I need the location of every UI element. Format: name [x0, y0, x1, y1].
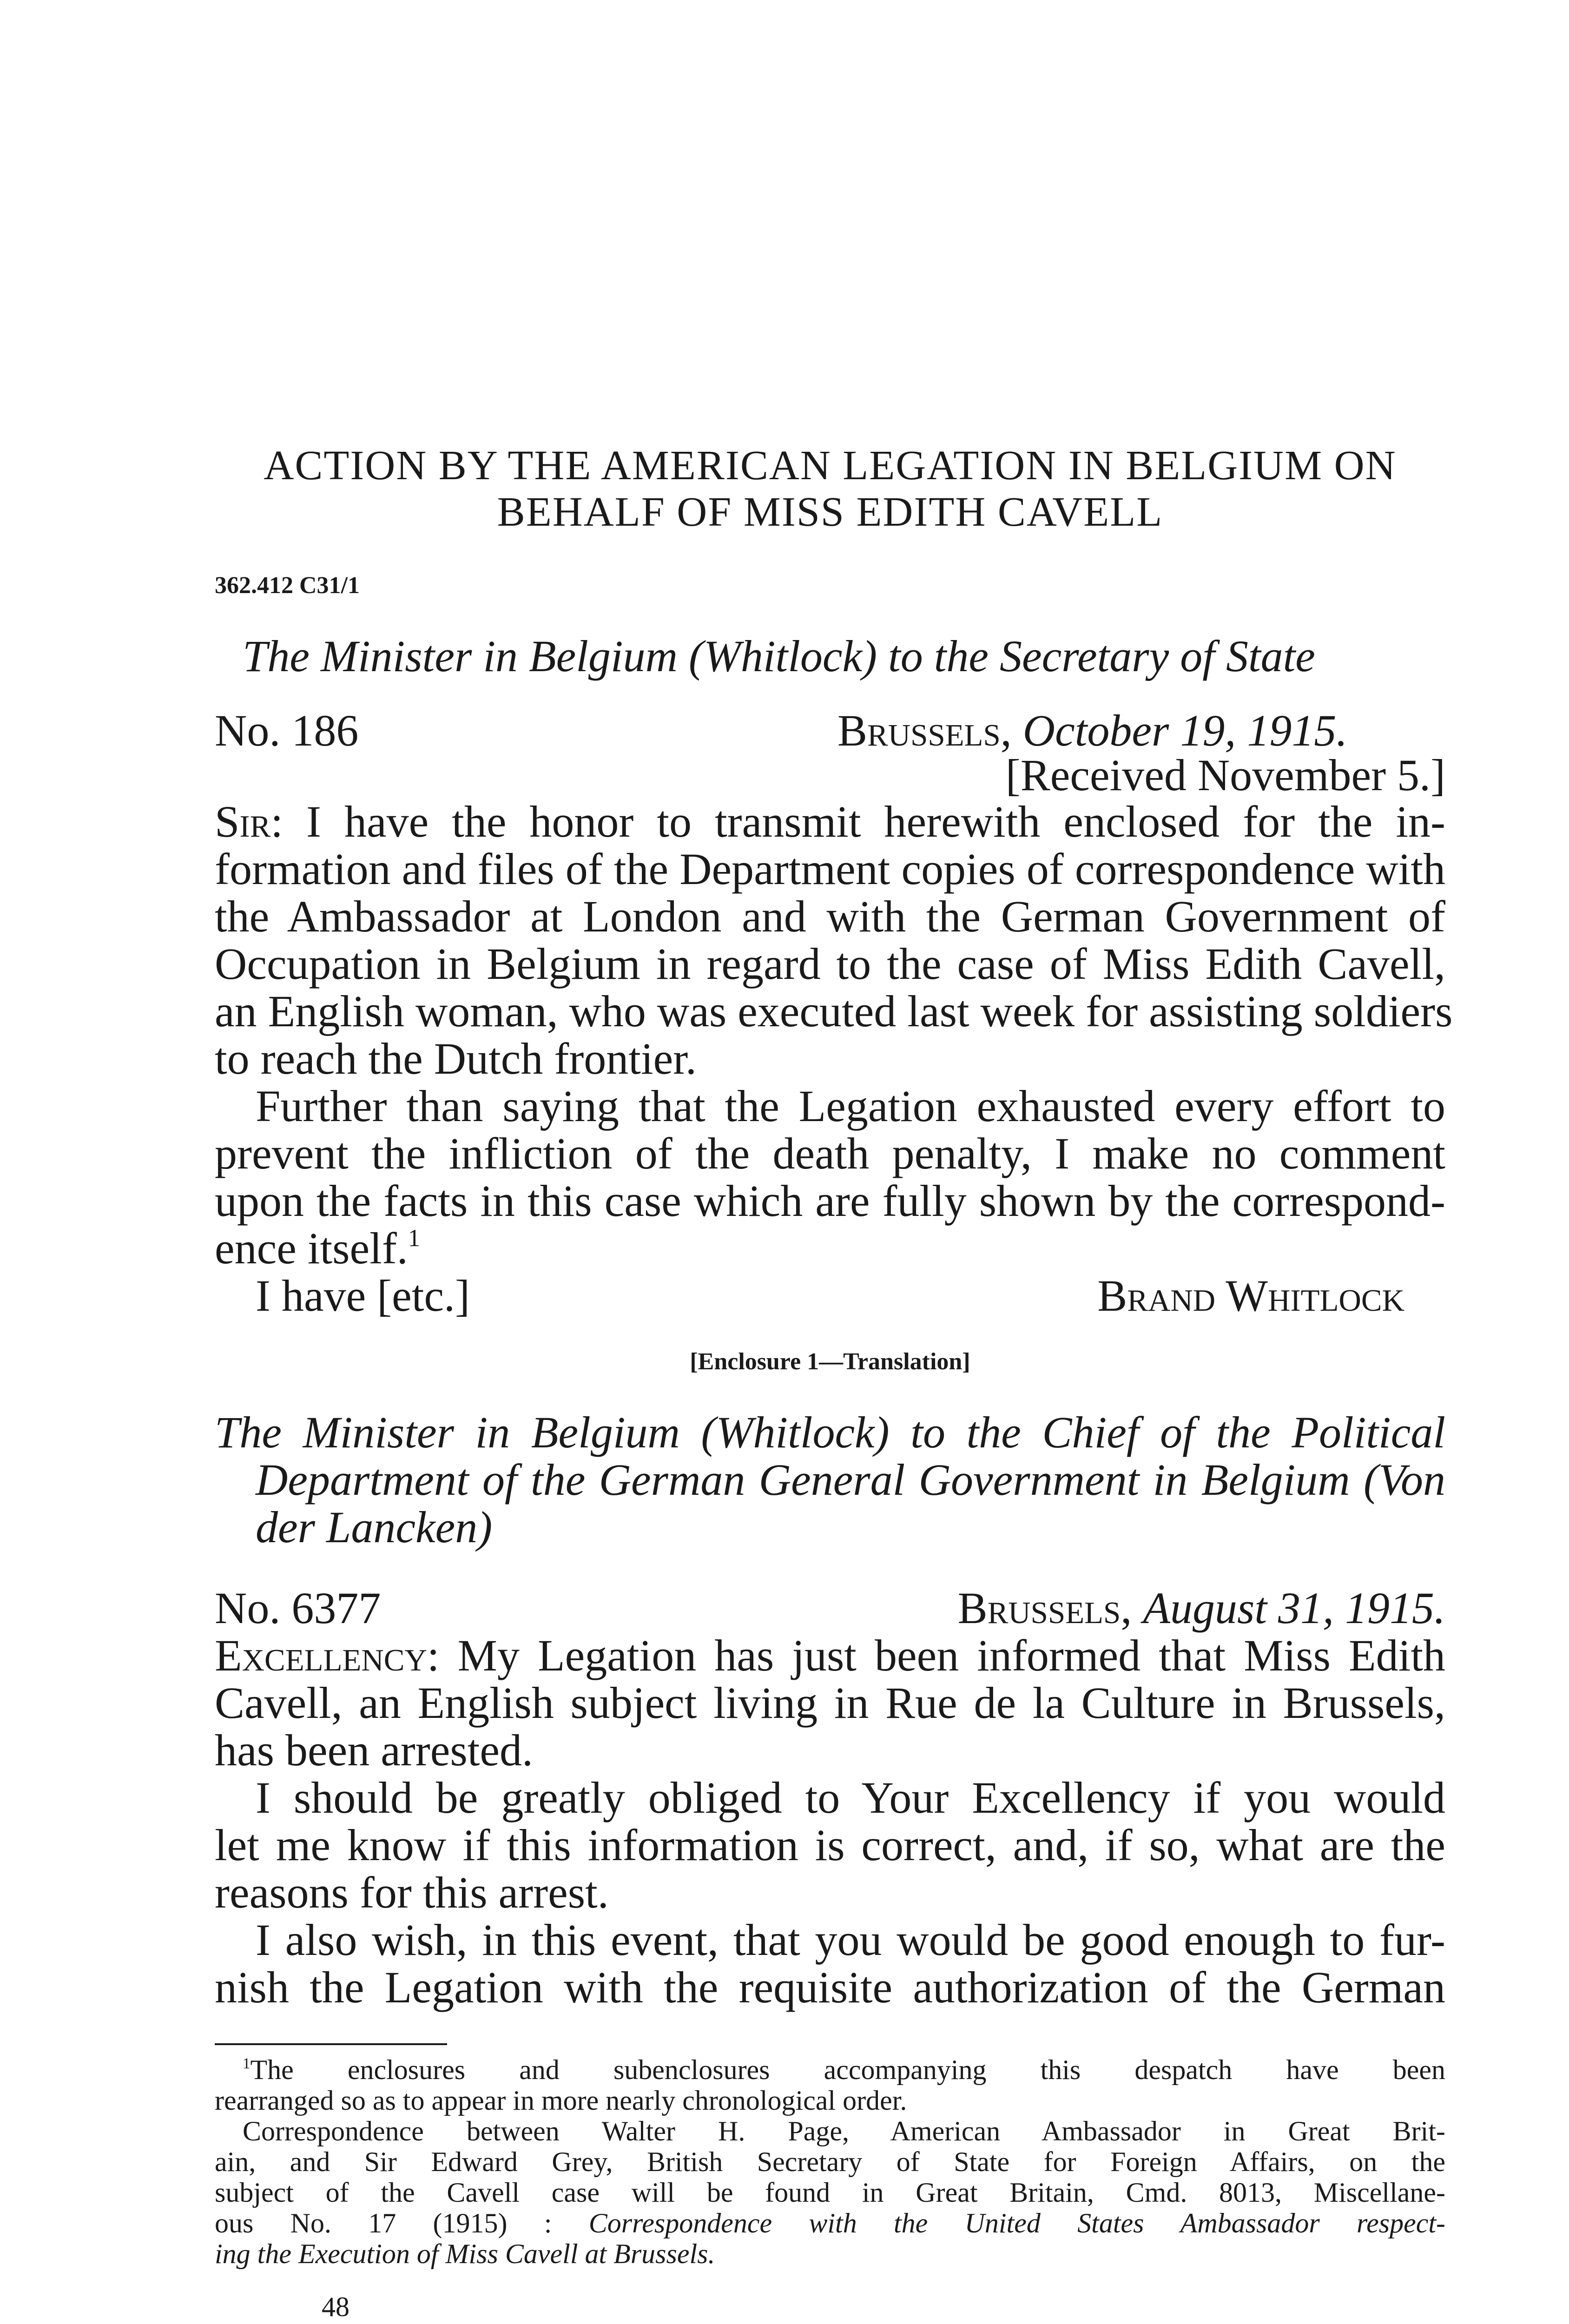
enclosure-label: [Enclosure 1—Translation]	[690, 1348, 970, 1375]
signature: Brand Whitlock	[1097, 1271, 1404, 1320]
salutation: Sir	[215, 797, 271, 846]
enclosure-title-line: Department of the German General Government in Belgium (Von	[256, 1455, 1445, 1505]
footnote-2-line: ing the Execution of Miss Cavell at Brussels.	[215, 2238, 715, 2269]
paragraph-2-line: Further than saying that the Legation exhausted every effort to	[256, 1081, 1445, 1131]
page-number: 48	[322, 2291, 349, 2322]
enclosure-title-line: The Minister in Belgium (Whitlock) to the Chief of the Political	[215, 1407, 1445, 1457]
paragraph-2-last-line	[215, 1224, 1445, 1273]
heading-line-1: ACTION BY THE AMERICAN LEGATION IN BELGIUM ON	[264, 442, 1397, 489]
enclosure-paragraph-1-line: Cavell, an English subject living in Rue de la Culture in Brussels,	[215, 1678, 1445, 1728]
document-title: The Minister in Belgium (Whitlock) to the Secretary of State	[243, 631, 1315, 681]
enclosure-paragraph-1-line: has been arrested.	[215, 1725, 533, 1775]
document-number-text: No. 186	[215, 706, 359, 755]
paragraph-2-text: ence itself.	[215, 1223, 408, 1273]
footnote-mark: 1	[243, 2055, 251, 2072]
paragraph-1-line: formation and files of the Department copies of correspondence with	[215, 844, 1445, 894]
paragraph-1-text: : I have the honor to transmit herewith enclosed for the in-	[270, 797, 1445, 846]
footnote-2-line: subject of the Cavell case will be found in Great Britain, Cmd. 8013, Miscellane-	[215, 2177, 1445, 2208]
enclosure-paragraph-3-line: nish the Legation with the requisite authorization of the German	[215, 1962, 1445, 2012]
paragraph-2-line: upon the facts in this case which are fully shown by the correspond-	[215, 1176, 1445, 1226]
footnote-rule	[215, 2043, 447, 2045]
paragraph-1-line: the Ambassador at London and with the German Government of	[215, 891, 1445, 941]
footnote-2-line: Correspondence between Walter H. Page, American Ambassador in Great Brit-	[243, 2116, 1445, 2146]
enclosure-salutation: Excellency	[215, 1631, 427, 1680]
footnote-1-line-2: rearranged so as to appear in more nearly chronological order.	[215, 2085, 907, 2116]
footnote-2-text: ous No. 17 (1915) :	[215, 2208, 589, 2238]
paragraph-1-line: to reach the Dutch frontier.	[215, 1034, 697, 1083]
dateline: Brussels, October 19, 1915.	[837, 706, 1348, 755]
file-number: 362.412 C31/1	[215, 572, 360, 599]
footnote-reference: 1	[408, 1225, 421, 1252]
footnote-2-line	[215, 2208, 1445, 2238]
enclosure-dateline: Brussels, August 31, 1915.	[957, 1583, 1445, 1633]
paragraph-2-line: prevent the infliction of the death penalty, I make no comment	[215, 1129, 1445, 1178]
enclosure-number: No. 6377	[215, 1583, 381, 1633]
enclosure-dateline-date: August 31, 1915.	[1143, 1583, 1445, 1633]
enclosure-paragraph-2-line: I should be greatly obliged to Your Excellency if you would	[256, 1773, 1445, 1822]
paragraph-1-line-1	[215, 798, 1445, 846]
footnote-1-text: The enclosures and subenclosures accompanying this despatch have been	[250, 2054, 1445, 2085]
enclosure-dateline-place: Brussels	[957, 1583, 1121, 1633]
footnote-2-title: Correspondence with the United States Ambassador respect-	[588, 2208, 1446, 2238]
enclosure-title-line: der Lancken)	[256, 1502, 493, 1552]
paragraph-1-line: an English woman, who was executed last week for assisting soldiers	[215, 986, 1453, 1036]
enclosure-paragraph-3-line: I also wish, in this event, that you would be good enough to fur-	[256, 1915, 1445, 1965]
enclosure-paragraph-1-line-1	[215, 1631, 1445, 1680]
enclosure-paragraph-2-line: reasons for this arrest.	[215, 1868, 609, 1917]
received-date: [Received November 5.]	[1005, 750, 1445, 800]
dateline-place: Brussels	[837, 706, 1001, 755]
heading-line-2: BEHALF OF MISS EDITH CAVELL	[497, 489, 1163, 535]
paragraph-1-line: Occupation in Belgium in regard to the case of Miss Edith Cavell,	[215, 939, 1445, 989]
dateline-date: October 19, 1915.	[1022, 706, 1348, 755]
closing: I have [etc.]	[256, 1271, 470, 1320]
enclosure-paragraph-1-text: : My Legation has just been informed that Miss Edith	[427, 1631, 1445, 1680]
footnote-1-line-1	[243, 2054, 1445, 2085]
footnote-2-line: ain, and Sir Edward Grey, British Secretary of State for Foreign Affairs, on the	[215, 2146, 1445, 2177]
enclosure-paragraph-2-line: let me know if this information is correct, and, if so, what are the	[215, 1820, 1445, 1870]
